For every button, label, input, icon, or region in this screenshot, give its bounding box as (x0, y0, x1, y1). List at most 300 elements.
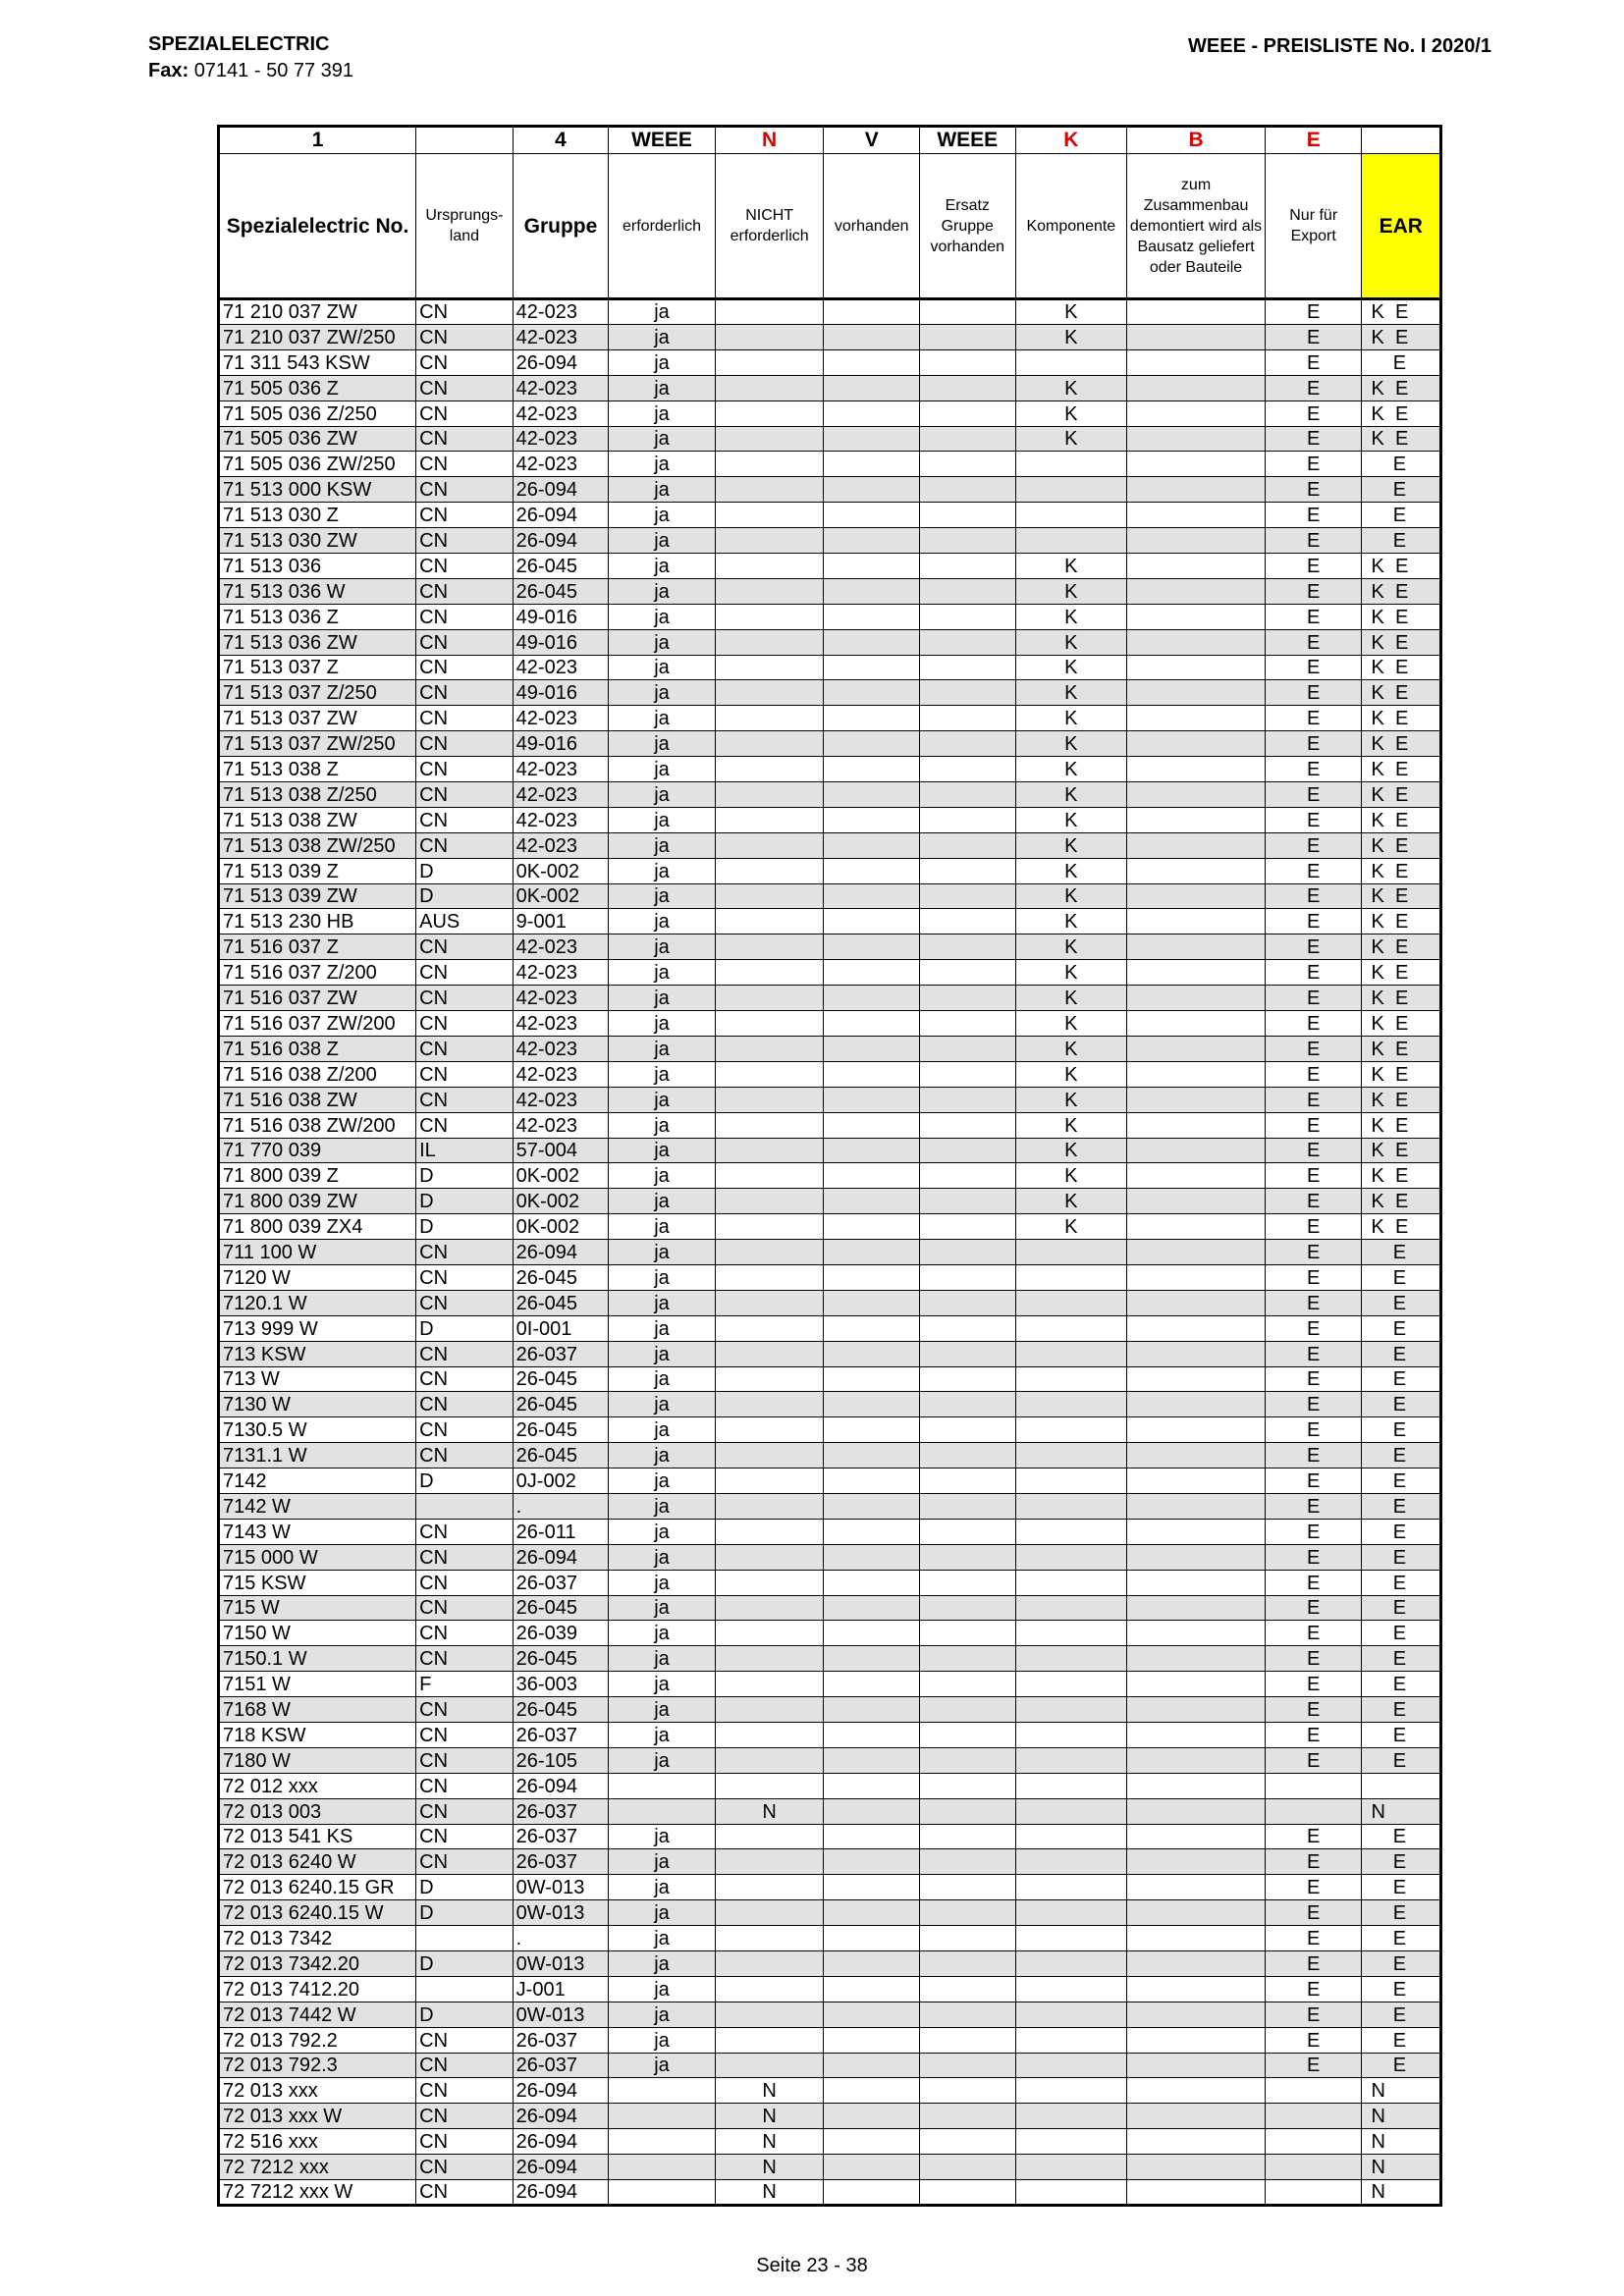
table-row (219, 375, 1441, 400)
cell-nicht-erforderlich (715, 1824, 824, 1849)
cell-gruppe: . (513, 1926, 609, 1951)
cell-vorhanden (824, 934, 920, 960)
cell-erforderlich: ja (609, 1595, 716, 1621)
fax-label: Fax: (148, 60, 189, 81)
cell-vorhanden (824, 1417, 920, 1443)
cell-spezialelectric-no: 72 013 6240.15 W (219, 1900, 416, 1926)
cell-ear: E (1362, 1290, 1441, 1315)
cell-spezialelectric-no: 71 513 036 Z (219, 604, 416, 629)
cell-gruppe: . (513, 1493, 609, 1519)
cell-vorhanden (824, 1747, 920, 1773)
cell-nur-fuer-export: E (1265, 349, 1362, 375)
cell-komponente: K (1015, 400, 1127, 426)
cell-ursprungsland: AUS (416, 909, 514, 934)
cell-komponente: K (1015, 655, 1127, 680)
cell-nur-fuer-export: E (1265, 1976, 1362, 2002)
cell-komponente (1015, 1519, 1127, 1544)
cell-ursprungsland: CN (416, 578, 514, 604)
table-row (219, 807, 1441, 832)
cell-ear: E (1362, 528, 1441, 554)
table-row (219, 1621, 1441, 1646)
cell-nicht-erforderlich (715, 1163, 824, 1189)
cell-gruppe: 57-004 (513, 1138, 609, 1163)
cell-ersatz-gruppe (919, 1646, 1015, 1672)
cell-erforderlich: ja (609, 909, 716, 934)
cell-nur-fuer-export: E (1265, 325, 1362, 350)
cell-spezialelectric-no: 71 513 037 Z/250 (219, 680, 416, 706)
cell-spezialelectric-no: 72 516 xxx (219, 2129, 416, 2155)
table-row (219, 1544, 1441, 1570)
cell-ear: E (1362, 1468, 1441, 1494)
fax-line (148, 58, 353, 84)
cell-gruppe: 26-011 (513, 1519, 609, 1544)
cell-ursprungsland: CN (416, 2155, 514, 2180)
cell-gruppe: 26-037 (513, 2053, 609, 2078)
cell-erforderlich: ja (609, 1519, 716, 1544)
cell-komponente (1015, 2180, 1127, 2206)
cell-ersatz-gruppe (919, 1544, 1015, 1570)
cell-zusammenbau (1127, 1798, 1266, 1824)
cell-ear: K E (1362, 325, 1441, 350)
cell-gruppe: 26-037 (513, 1849, 609, 1875)
cell-vorhanden (824, 2027, 920, 2053)
cell-spezialelectric-no: 7120.1 W (219, 1290, 416, 1315)
table-row (219, 1875, 1441, 1900)
cell-spezialelectric-no: 7143 W (219, 1519, 416, 1544)
cell-erforderlich (609, 2078, 716, 2104)
cell-ear: K E (1362, 1112, 1441, 1138)
cell-ersatz-gruppe (919, 1493, 1015, 1519)
cell-komponente: K (1015, 858, 1127, 883)
cell-vorhanden (824, 960, 920, 986)
col-label-erforderlich: erforderlich (609, 154, 716, 299)
cell-erforderlich: ja (609, 1468, 716, 1494)
cell-ursprungsland: CN (416, 1087, 514, 1112)
cell-gruppe: 26-037 (513, 2027, 609, 2053)
table-row (219, 349, 1441, 375)
cell-ersatz-gruppe (919, 1264, 1015, 1290)
cell-ursprungsland: D (416, 1900, 514, 1926)
cell-zusammenbau (1127, 883, 1266, 909)
cell-erforderlich: ja (609, 629, 716, 655)
table-row (219, 1443, 1441, 1468)
cell-gruppe: 42-023 (513, 960, 609, 986)
cell-spezialelectric-no: 71 513 038 ZW (219, 807, 416, 832)
cell-erforderlich: ja (609, 1366, 716, 1392)
cell-zusammenbau (1127, 477, 1266, 503)
cell-komponente: K (1015, 325, 1127, 350)
cell-ersatz-gruppe (919, 2180, 1015, 2206)
col-code-3: 4 (513, 127, 609, 154)
cell-nicht-erforderlich (715, 375, 824, 400)
cell-ursprungsland: CN (416, 503, 514, 528)
cell-erforderlich: ja (609, 731, 716, 757)
cell-erforderlich: ja (609, 1061, 716, 1087)
cell-erforderlich: ja (609, 1112, 716, 1138)
cell-spezialelectric-no: 713 KSW (219, 1341, 416, 1366)
cell-nicht-erforderlich (715, 2002, 824, 2027)
cell-spezialelectric-no: 7150 W (219, 1621, 416, 1646)
cell-ursprungsland: CN (416, 452, 514, 477)
cell-nur-fuer-export: E (1265, 2053, 1362, 2078)
cell-zusammenbau (1127, 2053, 1266, 2078)
cell-spezialelectric-no: 72 7212 xxx (219, 2155, 416, 2180)
table-row (219, 909, 1441, 934)
table-row (219, 1747, 1441, 1773)
cell-nicht-erforderlich (715, 1290, 824, 1315)
cell-ersatz-gruppe (919, 1011, 1015, 1037)
cell-ear: E (1362, 1951, 1441, 1977)
cell-vorhanden (824, 1798, 920, 1824)
cell-ersatz-gruppe (919, 1519, 1015, 1544)
cell-ersatz-gruppe (919, 807, 1015, 832)
cell-erforderlich: ja (609, 1087, 716, 1112)
cell-nur-fuer-export (1265, 1798, 1362, 1824)
table-row (219, 960, 1441, 986)
cell-ersatz-gruppe (919, 375, 1015, 400)
cell-komponente: K (1015, 934, 1127, 960)
cell-komponente: K (1015, 1036, 1127, 1061)
cell-erforderlich: ja (609, 477, 716, 503)
cell-vorhanden (824, 629, 920, 655)
cell-nicht-erforderlich (715, 2053, 824, 2078)
cell-nur-fuer-export: E (1265, 782, 1362, 808)
cell-ear: E (1362, 1976, 1441, 2002)
cell-vorhanden (824, 2129, 920, 2155)
cell-ersatz-gruppe (919, 1570, 1015, 1595)
col-code-11 (1362, 127, 1441, 154)
cell-spezialelectric-no: 72 013 6240 W (219, 1849, 416, 1875)
cell-zusammenbau (1127, 2002, 1266, 2027)
cell-erforderlich: ja (609, 426, 716, 452)
cell-komponente (1015, 1392, 1127, 1417)
cell-ursprungsland: CN (416, 655, 514, 680)
cell-erforderlich: ja (609, 299, 716, 325)
cell-ursprungsland: CN (416, 1061, 514, 1087)
cell-vorhanden (824, 554, 920, 579)
cell-ear: K E (1362, 782, 1441, 808)
cell-nicht-erforderlich (715, 1976, 824, 2002)
cell-ursprungsland: CN (416, 934, 514, 960)
cell-zusammenbau (1127, 2078, 1266, 2104)
cell-ersatz-gruppe (919, 1595, 1015, 1621)
cell-ersatz-gruppe (919, 1392, 1015, 1417)
cell-komponente (1015, 1570, 1127, 1595)
cell-spezialelectric-no: 71 513 030 Z (219, 503, 416, 528)
cell-nur-fuer-export: E (1265, 909, 1362, 934)
cell-ersatz-gruppe (919, 782, 1015, 808)
cell-ursprungsland: CN (416, 757, 514, 782)
cell-ersatz-gruppe (919, 2155, 1015, 2180)
cell-vorhanden (824, 2155, 920, 2180)
cell-komponente (1015, 1341, 1127, 1366)
cell-komponente: K (1015, 1189, 1127, 1214)
cell-spezialelectric-no: 71 513 038 Z (219, 757, 416, 782)
cell-nicht-erforderlich (715, 299, 824, 325)
table-row (219, 1672, 1441, 1697)
cell-ersatz-gruppe (919, 2104, 1015, 2129)
cell-vorhanden (824, 325, 920, 350)
cell-ersatz-gruppe (919, 604, 1015, 629)
table-row (219, 1570, 1441, 1595)
col-label-spezialelectric-no: Spezialelectric No. (219, 154, 416, 299)
cell-ursprungsland: CN (416, 1747, 514, 1773)
cell-ear: K E (1362, 680, 1441, 706)
cell-gruppe: 26-094 (513, 2129, 609, 2155)
cell-gruppe: 26-094 (513, 2155, 609, 2180)
cell-ear: K E (1362, 909, 1441, 934)
cell-spezialelectric-no: 72 013 7342 (219, 1926, 416, 1951)
cell-gruppe: 42-023 (513, 1011, 609, 1037)
cell-erforderlich: ja (609, 706, 716, 731)
cell-nur-fuer-export (1265, 1773, 1362, 1798)
cell-ear: K E (1362, 934, 1441, 960)
cell-erforderlich: ja (609, 655, 716, 680)
cell-ursprungsland: CN (416, 680, 514, 706)
cell-ursprungsland: CN (416, 2078, 514, 2104)
cell-komponente: K (1015, 757, 1127, 782)
cell-spezialelectric-no: 71 516 037 Z/200 (219, 960, 416, 986)
cell-gruppe: 42-023 (513, 426, 609, 452)
cell-ursprungsland: CN (416, 782, 514, 808)
cell-spezialelectric-no: 711 100 W (219, 1240, 416, 1265)
cell-ear: E (1362, 1621, 1441, 1646)
cell-nicht-erforderlich (715, 503, 824, 528)
cell-gruppe: 26-045 (513, 554, 609, 579)
cell-ersatz-gruppe (919, 934, 1015, 960)
cell-komponente: K (1015, 883, 1127, 909)
cell-erforderlich: ja (609, 1315, 716, 1341)
cell-erforderlich: ja (609, 1976, 716, 2002)
cell-nicht-erforderlich (715, 1544, 824, 1570)
cell-komponente: K (1015, 604, 1127, 629)
cell-vorhanden (824, 655, 920, 680)
col-label-ear: EAR (1362, 154, 1441, 299)
cell-nur-fuer-export (1265, 2155, 1362, 2180)
cell-vorhanden (824, 1112, 920, 1138)
col-code-4: WEEE (609, 127, 716, 154)
cell-ear: K E (1362, 757, 1441, 782)
cell-vorhanden (824, 757, 920, 782)
cell-ursprungsland: CN (416, 2104, 514, 2129)
cell-ear: K E (1362, 375, 1441, 400)
cell-ersatz-gruppe (919, 1621, 1015, 1646)
cell-zusammenbau (1127, 2027, 1266, 2053)
cell-vorhanden (824, 1519, 920, 1544)
cell-nicht-erforderlich (715, 934, 824, 960)
cell-ursprungsland: CN (416, 1773, 514, 1798)
cell-nicht-erforderlich (715, 1519, 824, 1544)
cell-ersatz-gruppe (919, 1315, 1015, 1341)
cell-zusammenbau (1127, 782, 1266, 808)
cell-komponente (1015, 1493, 1127, 1519)
cell-spezialelectric-no: 7142 (219, 1468, 416, 1494)
cell-nur-fuer-export: E (1265, 2027, 1362, 2053)
cell-erforderlich: ja (609, 1875, 716, 1900)
cell-vorhanden (824, 1900, 920, 1926)
cell-spezialelectric-no: 715 000 W (219, 1544, 416, 1570)
cell-nur-fuer-export: E (1265, 731, 1362, 757)
cell-ersatz-gruppe (919, 832, 1015, 858)
cell-ear: E (1362, 1646, 1441, 1672)
cell-komponente (1015, 1722, 1127, 1747)
cell-nicht-erforderlich (715, 1722, 824, 1747)
cell-erforderlich: ja (609, 1849, 716, 1875)
cell-ersatz-gruppe (919, 1240, 1015, 1265)
cell-ersatz-gruppe (919, 578, 1015, 604)
table-row (219, 528, 1441, 554)
cell-erforderlich: ja (609, 782, 716, 808)
cell-gruppe: 42-023 (513, 832, 609, 858)
cell-vorhanden (824, 2053, 920, 2078)
cell-komponente (1015, 1443, 1127, 1468)
cell-gruppe: 26-039 (513, 1621, 609, 1646)
cell-spezialelectric-no: 7150.1 W (219, 1646, 416, 1672)
cell-ersatz-gruppe (919, 858, 1015, 883)
table-row (219, 2078, 1441, 2104)
cell-ersatz-gruppe (919, 452, 1015, 477)
cell-nur-fuer-export: E (1265, 1849, 1362, 1875)
cell-nicht-erforderlich (715, 986, 824, 1011)
cell-nur-fuer-export: E (1265, 604, 1362, 629)
cell-ursprungsland: CN (416, 477, 514, 503)
table-row (219, 2002, 1441, 2027)
cell-nur-fuer-export: E (1265, 1646, 1362, 1672)
cell-ersatz-gruppe (919, 680, 1015, 706)
cell-zusammenbau (1127, 1417, 1266, 1443)
cell-nicht-erforderlich (715, 1214, 824, 1240)
cell-zusammenbau (1127, 1443, 1266, 1468)
cell-ear: K E (1362, 578, 1441, 604)
cell-nur-fuer-export: E (1265, 426, 1362, 452)
cell-nicht-erforderlich: N (715, 2129, 824, 2155)
cell-ursprungsland: D (416, 1875, 514, 1900)
cell-ursprungsland: CN (416, 2180, 514, 2206)
cell-nur-fuer-export: E (1265, 1875, 1362, 1900)
cell-ursprungsland: CN (416, 1341, 514, 1366)
cell-zusammenbau (1127, 2155, 1266, 2180)
cell-zusammenbau (1127, 1519, 1266, 1544)
cell-erforderlich: ja (609, 1341, 716, 1366)
cell-nicht-erforderlich (715, 883, 824, 909)
cell-nur-fuer-export: E (1265, 1900, 1362, 1926)
cell-spezialelectric-no: 72 013 7442 W (219, 2002, 416, 2027)
cell-komponente: K (1015, 731, 1127, 757)
cell-vorhanden (824, 1621, 920, 1646)
cell-ursprungsland: CN (416, 1824, 514, 1849)
cell-gruppe: 26-037 (513, 1824, 609, 1849)
cell-gruppe: 26-094 (513, 1773, 609, 1798)
cell-ear: E (1362, 1697, 1441, 1723)
cell-nicht-erforderlich (715, 1570, 824, 1595)
cell-komponente (1015, 1290, 1127, 1315)
cell-vorhanden (824, 858, 920, 883)
cell-nur-fuer-export (1265, 2129, 1362, 2155)
cell-ursprungsland: CN (416, 1621, 514, 1646)
cell-spezialelectric-no: 71 770 039 (219, 1138, 416, 1163)
cell-zusammenbau (1127, 1214, 1266, 1240)
cell-nur-fuer-export: E (1265, 1341, 1362, 1366)
cell-komponente (1015, 1417, 1127, 1443)
cell-ear: K E (1362, 1138, 1441, 1163)
cell-ursprungsland: CN (416, 554, 514, 579)
cell-zusammenbau (1127, 1468, 1266, 1494)
cell-komponente: K (1015, 1087, 1127, 1112)
cell-ear: K E (1362, 986, 1441, 1011)
cell-ersatz-gruppe (919, 1189, 1015, 1214)
cell-ersatz-gruppe (919, 1163, 1015, 1189)
cell-spezialelectric-no: 7120 W (219, 1264, 416, 1290)
cell-ersatz-gruppe (919, 1926, 1015, 1951)
cell-gruppe: 9-001 (513, 909, 609, 934)
cell-komponente (1015, 1366, 1127, 1392)
cell-zusammenbau (1127, 2104, 1266, 2129)
cell-zusammenbau (1127, 426, 1266, 452)
table-row (219, 1112, 1441, 1138)
cell-vorhanden (824, 1036, 920, 1061)
cell-ersatz-gruppe (919, 1976, 1015, 2002)
cell-ursprungsland: CN (416, 1849, 514, 1875)
cell-vorhanden (824, 909, 920, 934)
cell-komponente (1015, 1315, 1127, 1341)
cell-ear: E (1362, 1570, 1441, 1595)
cell-gruppe: 0K-002 (513, 858, 609, 883)
cell-zusammenbau (1127, 1849, 1266, 1875)
cell-erforderlich: ja (609, 1544, 716, 1570)
cell-komponente: K (1015, 1138, 1127, 1163)
cell-ursprungsland (416, 1493, 514, 1519)
cell-spezialelectric-no: 71 800 039 Z (219, 1163, 416, 1189)
cell-komponente (1015, 1747, 1127, 1773)
cell-zusammenbau (1127, 2180, 1266, 2206)
cell-spezialelectric-no: 7130 W (219, 1392, 416, 1417)
cell-ersatz-gruppe (919, 1773, 1015, 1798)
cell-ear: K E (1362, 1087, 1441, 1112)
cell-spezialelectric-no: 72 013 xxx (219, 2078, 416, 2104)
cell-erforderlich: ja (609, 1036, 716, 1061)
cell-spezialelectric-no: 72 013 6240.15 GR (219, 1875, 416, 1900)
page-number: Seite 23 - 38 (756, 2255, 868, 2276)
cell-nur-fuer-export (1265, 2078, 1362, 2104)
cell-spezialelectric-no: 71 513 038 ZW/250 (219, 832, 416, 858)
cell-komponente (1015, 1976, 1127, 2002)
cell-nicht-erforderlich (715, 629, 824, 655)
cell-ersatz-gruppe (919, 1900, 1015, 1926)
cell-nur-fuer-export: E (1265, 1138, 1362, 1163)
table-row (219, 2180, 1441, 2206)
cell-nicht-erforderlich (715, 1493, 824, 1519)
cell-spezialelectric-no: 71 516 038 Z (219, 1036, 416, 1061)
cell-ear: K E (1362, 731, 1441, 757)
cell-spezialelectric-no: 71 513 230 HB (219, 909, 416, 934)
cell-vorhanden (824, 1595, 920, 1621)
cell-ursprungsland: CN (416, 375, 514, 400)
cell-ursprungsland: CN (416, 299, 514, 325)
cell-ear: E (1362, 1493, 1441, 1519)
cell-erforderlich: ja (609, 1290, 716, 1315)
cell-nur-fuer-export: E (1265, 1493, 1362, 1519)
cell-zusammenbau (1127, 680, 1266, 706)
cell-spezialelectric-no: 71 513 039 Z (219, 858, 416, 883)
cell-ear: E (1362, 2002, 1441, 2027)
cell-erforderlich: ja (609, 2002, 716, 2027)
cell-komponente (1015, 1926, 1127, 1951)
cell-erforderlich: ja (609, 1570, 716, 1595)
cell-vorhanden (824, 1087, 920, 1112)
cell-komponente: K (1015, 832, 1127, 858)
cell-ursprungsland: CN (416, 832, 514, 858)
cell-nicht-erforderlich (715, 1849, 824, 1875)
